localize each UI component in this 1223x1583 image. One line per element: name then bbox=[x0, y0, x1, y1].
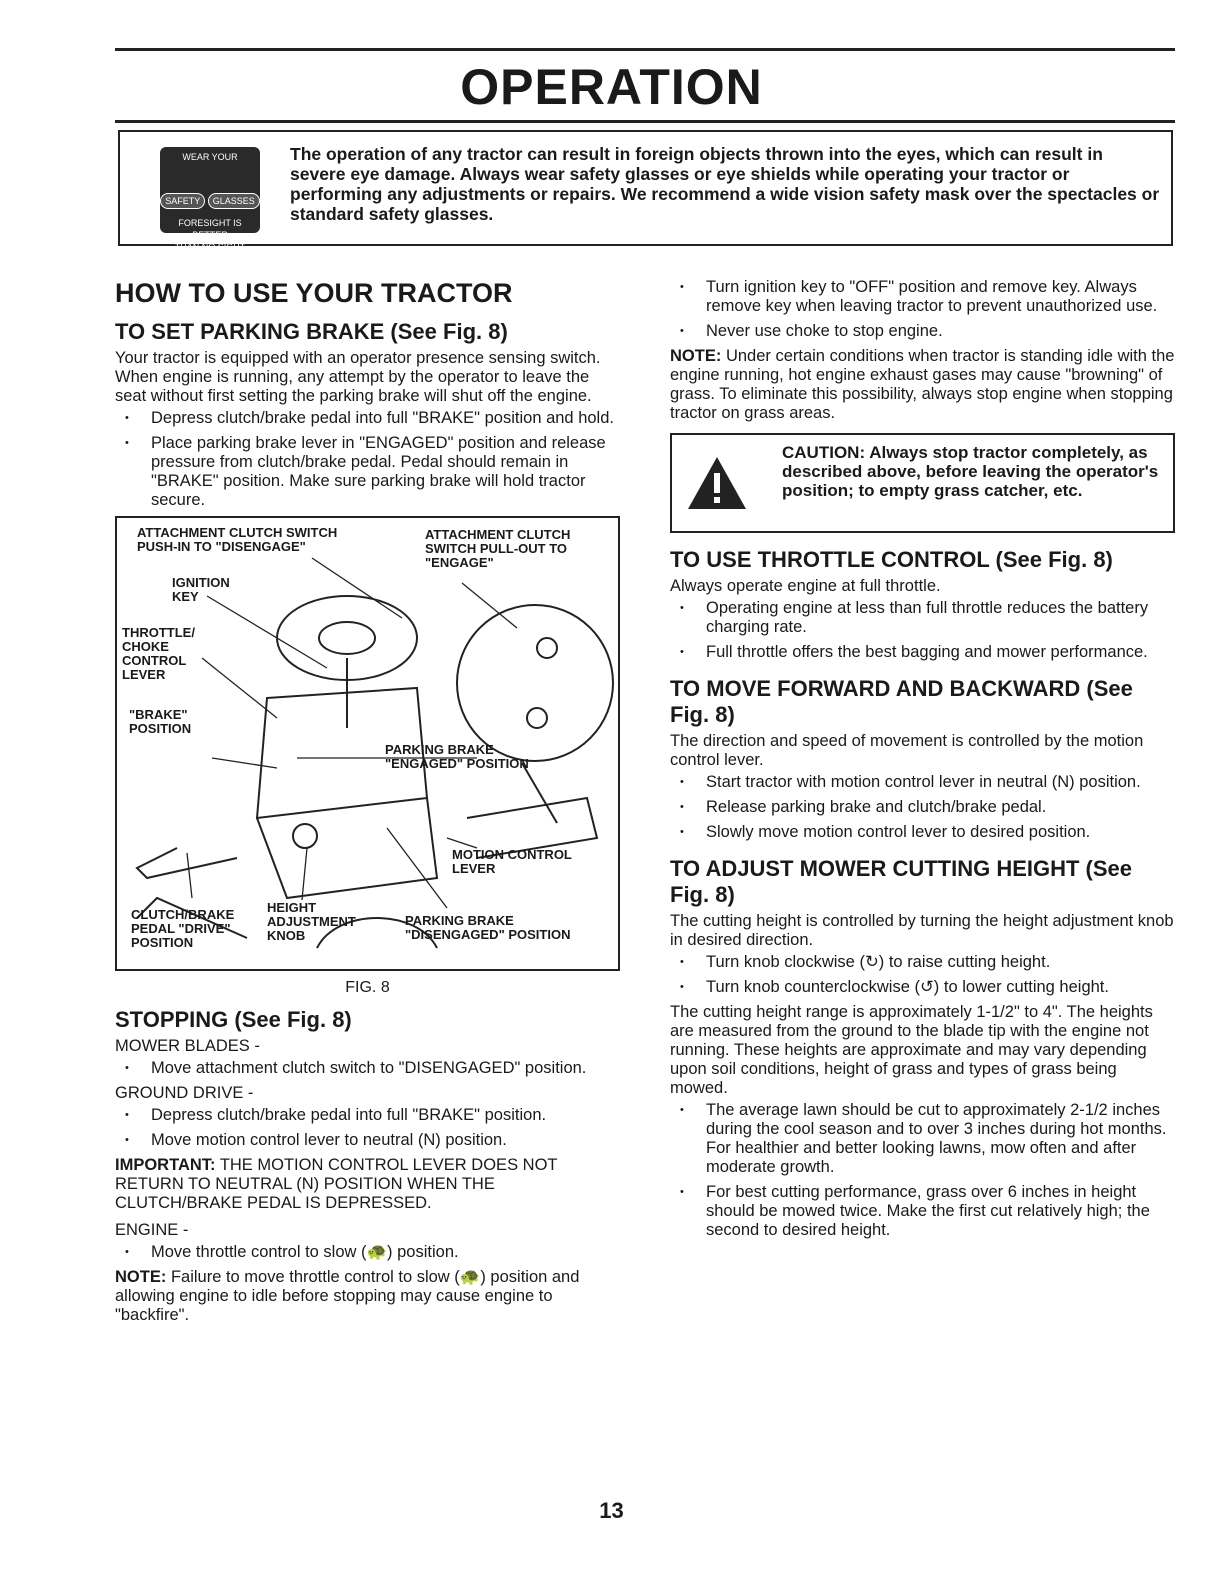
label-ground-drive: GROUND DRIVE - bbox=[115, 1084, 254, 1102]
figure-caption: FIG. 8 bbox=[345, 979, 390, 996]
figure-8-tractor-controls bbox=[115, 516, 620, 971]
title-rule bbox=[115, 120, 1175, 123]
top-rule bbox=[115, 48, 1175, 51]
note-text: Under certain conditions when tractor is standing idle with the engine running, hot engine exhaust gases may cause "browning" of grass. To eliminate this possibility, always stop engine when stopping tractor on grass areas. bbox=[670, 347, 1175, 422]
height-step: • Turn knob clockwise (↻) to raise cutting height. bbox=[706, 953, 1175, 972]
caution-box bbox=[670, 433, 1175, 533]
left-column bbox=[115, 268, 620, 1325]
page-number: 13 bbox=[599, 1498, 624, 1523]
label-attachment-clutch-pull: ATTACHMENT CLUTCH SWITCH PULL-OUT TO "ENGAGE" bbox=[425, 527, 571, 570]
label-parking-brake-engaged: PARKING BRAKE "ENGAGED" POSITION bbox=[385, 742, 529, 771]
stopping-step: • Never use choke to stop engine. bbox=[706, 322, 1175, 341]
blades-step: • Move attachment clutch switch to "DISENGAGED" position. bbox=[151, 1059, 620, 1078]
note-text: Failure to move throttle control to slow (🐢) position and allowing engine to idle before stopping may cause engine to "backfire". bbox=[115, 1268, 580, 1324]
label-height-adjustment-knob: HEIGHT ADJUSTMENT KNOB bbox=[267, 900, 356, 943]
blades-steps bbox=[115, 1059, 620, 1078]
stopping-continued-steps bbox=[670, 278, 1175, 341]
heading-move: TO MOVE FORWARD AND BACKWARD (See Fig. 8) bbox=[670, 676, 1133, 727]
label-motion-control-lever: MOTION CONTROL LEVER bbox=[452, 847, 572, 876]
move-steps bbox=[670, 773, 1175, 842]
safety-warning-text: The operation of any tractor can result in foreign objects thrown into the eyes, which can result in severe eye damage. Always wear safety glasses or eye shields while operating your tractor or performing any adjustments or repairs. We recommend a wide vision safety mask over the spectacles or standard safety glasses. bbox=[290, 144, 1160, 224]
height-paragraph: The cutting height is controlled by turning the height adjustment knob in desired direction. bbox=[670, 912, 1174, 949]
heading-throttle: TO USE THROTTLE CONTROL (See Fig. 8) bbox=[670, 547, 1113, 572]
throttle-point: • Operating engine at less than full throttle reduces the battery charging rate. bbox=[706, 599, 1175, 637]
important-text: THE MOTION CONTROL LEVER DOES NOT RETURN TO NEUTRAL (N) POSITION WHEN THE CLUTCH/BRAKE PEDAL IS DEPRESSED. bbox=[115, 1156, 558, 1212]
move-step: • Slowly move motion control lever to desired position. bbox=[706, 823, 1175, 842]
heading-cutting-height: TO ADJUST MOWER CUTTING HEIGHT (See Fig. 8) bbox=[670, 856, 1133, 907]
ground-drive-step: • Depress clutch/brake pedal into full "BRAKE" position. bbox=[151, 1106, 620, 1125]
browning-note bbox=[670, 347, 1175, 423]
throttle-paragraph: Always operate engine at full throttle. bbox=[670, 577, 941, 595]
height-steps bbox=[670, 953, 1175, 997]
height-step: • Turn knob counterclockwise (↺) to lower cutting height. bbox=[706, 978, 1175, 997]
throttle-points bbox=[670, 599, 1175, 662]
warning-triangle-icon bbox=[686, 455, 748, 511]
heading-stopping: STOPPING (See Fig. 8) bbox=[115, 1007, 352, 1032]
parking-step: • Depress clutch/brake pedal into full "BRAKE" position and hold. bbox=[151, 409, 620, 428]
throttle-point: • Full throttle offers the best bagging and mower performance. bbox=[706, 643, 1175, 662]
lawn-tip: • For best cutting performance, grass over 6 inches in height should be mowed twice. Make the first cut relatively high; the second to desired height. bbox=[706, 1183, 1175, 1240]
move-paragraph: The direction and speed of movement is controlled by the motion control lever. bbox=[670, 732, 1144, 769]
page-title: OPERATION bbox=[460, 59, 763, 115]
icon-text-2: SAFETY bbox=[160, 193, 205, 209]
label-clutch-brake-pedal: CLUTCH/BRAKE PEDAL "DRIVE" POSITION bbox=[131, 907, 235, 950]
important-label: IMPORTANT: bbox=[115, 1156, 216, 1174]
safety-warning-box bbox=[118, 130, 1173, 252]
engine-steps bbox=[115, 1243, 620, 1262]
icon-text-4: FORESIGHT IS BETTER bbox=[178, 218, 242, 240]
label-engine: ENGINE - bbox=[115, 1221, 189, 1239]
icon-text-5: THAN NO SIGHT bbox=[174, 242, 246, 252]
right-column bbox=[670, 278, 1175, 1246]
parking-step: • Place parking brake lever in "ENGAGED" position and release pressure from clutch/brake pedal. Pedal should remain in "BRAKE" position. Make sure parking brake will hold tractor secure. bbox=[151, 434, 620, 510]
icon-text-1: WEAR YOUR bbox=[182, 152, 238, 162]
label-throttle-choke-lever: THROTTLE/ CHOKE CONTROL LEVER bbox=[122, 625, 195, 682]
safety-glasses-icon bbox=[160, 147, 260, 252]
icon-text-3: GLASSES bbox=[208, 193, 260, 209]
label-ignition-key: IGNITION KEY bbox=[172, 575, 230, 604]
parking-brake-steps bbox=[115, 409, 620, 510]
caution-text: CAUTION: Always stop tractor completely, as described above, before leaving the operator's position; to empty grass catcher, etc. bbox=[782, 443, 1159, 500]
important-notice bbox=[115, 1156, 620, 1213]
move-step: • Start tractor with motion control lever in neutral (N) position. bbox=[706, 773, 1175, 792]
parking-brake-paragraph: Your tractor is equipped with an operator presence sensing switch. When engine is running, any attempt by the operator to leave the seat without first setting the parking brake will shut off the engine. bbox=[115, 349, 601, 405]
ground-drive-steps bbox=[115, 1106, 620, 1150]
section-heading-how-to-use: HOW TO USE YOUR TRACTOR bbox=[115, 278, 513, 308]
note-label: NOTE: bbox=[115, 1268, 167, 1286]
label-brake-position: "BRAKE" POSITION bbox=[129, 707, 192, 736]
label-mower-blades: MOWER BLADES - bbox=[115, 1037, 260, 1055]
label-parking-brake-disengaged: PARKING BRAKE "DISENGAGED" POSITION bbox=[405, 913, 571, 942]
backfire-note bbox=[115, 1268, 620, 1325]
attachment-clutch-switch bbox=[457, 605, 613, 761]
ground-drive-step: • Move motion control lever to neutral (N) position. bbox=[151, 1131, 620, 1150]
note-label: NOTE: bbox=[670, 347, 722, 365]
heading-parking-brake: TO SET PARKING BRAKE (See Fig. 8) bbox=[115, 319, 508, 344]
engine-step: • Move throttle control to slow (🐢) position. bbox=[151, 1243, 620, 1262]
height-range-paragraph: The cutting height range is approximately 1-1/2" to 4". The heights are measured from the ground to the blade tip with the engine not running. These heights are approximate and may vary depending upon soil conditions, height of grass and types of grass being mowed. bbox=[670, 1003, 1153, 1097]
stopping-step: • Turn ignition key to "OFF" position and remove key. Always remove key when leaving tractor to prevent unauthorized use. bbox=[706, 278, 1175, 316]
lawn-tips bbox=[670, 1101, 1175, 1240]
lawn-tip: • The average lawn should be cut to approximately 2-1/2 inches during the cool season and to over 3 inches during hot months. For healthier and better looking lawns, mow often and after moderate growth. bbox=[706, 1101, 1175, 1177]
label-attachment-clutch-push: ATTACHMENT CLUTCH SWITCH PUSH-IN TO "DISENGAGE" bbox=[137, 525, 338, 554]
move-step: • Release parking brake and clutch/brake pedal. bbox=[706, 798, 1175, 817]
height-adjustment-knob bbox=[293, 824, 317, 848]
